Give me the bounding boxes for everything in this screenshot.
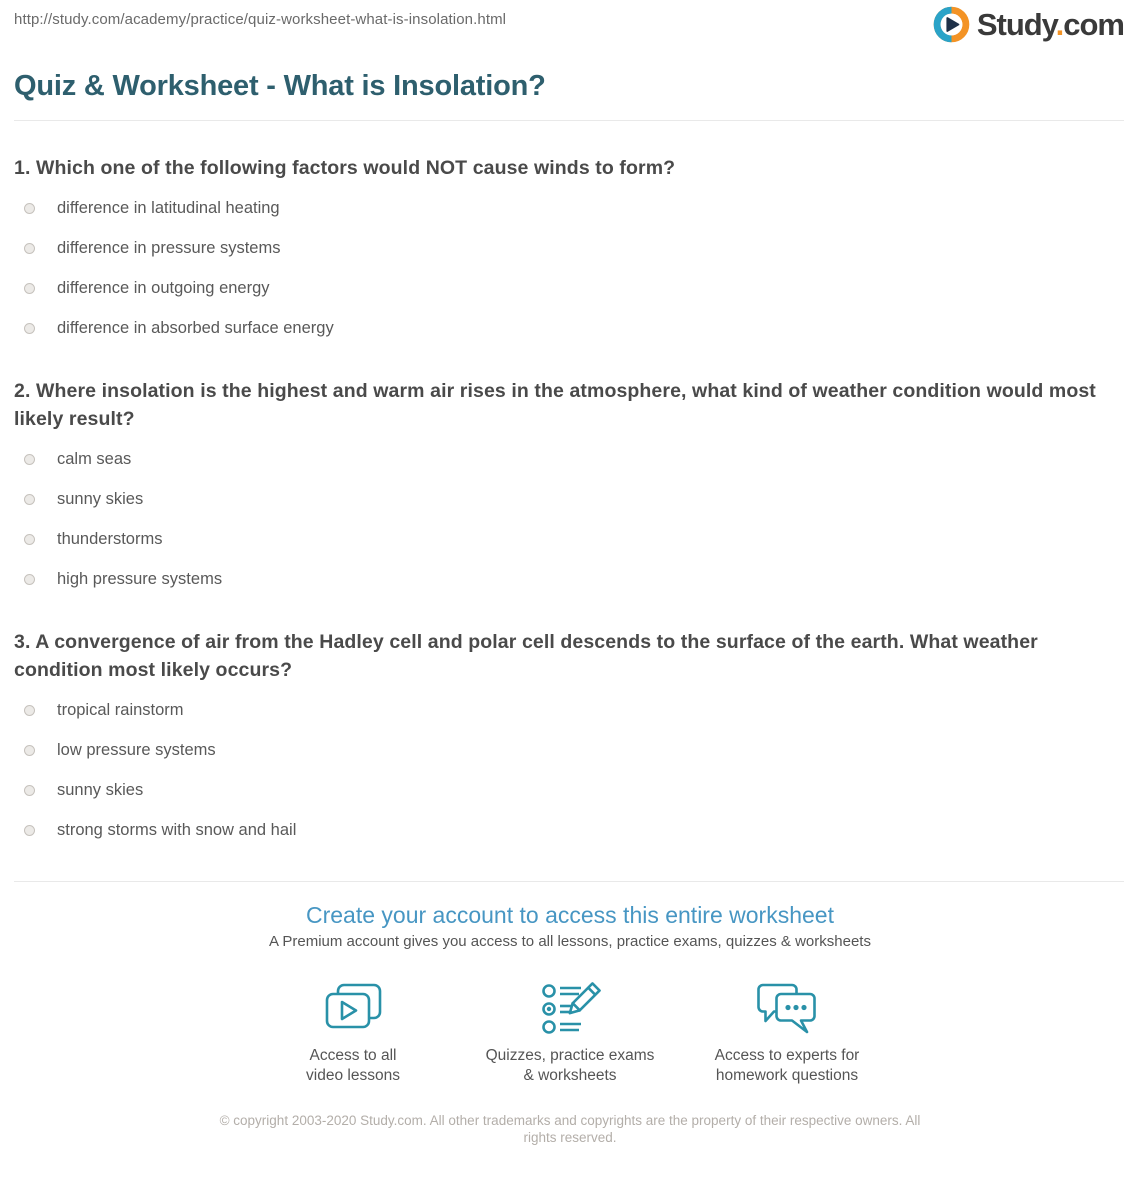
question-3-option-4[interactable] bbox=[14, 810, 1126, 850]
option-label: high pressure systems bbox=[57, 569, 223, 588]
option-label: difference in outgoing energy bbox=[57, 278, 270, 297]
option-label: tropical rainstorm bbox=[57, 700, 184, 719]
study-logo[interactable] bbox=[933, 6, 1124, 43]
question-2-option-2[interactable] bbox=[14, 479, 1126, 519]
feature-list bbox=[0, 982, 1140, 1086]
option-label: strong storms with snow and hail bbox=[57, 820, 297, 839]
question-1-option-2[interactable] bbox=[14, 228, 1126, 268]
expert-chat-icon bbox=[755, 982, 819, 1038]
question-2-option-3[interactable] bbox=[14, 519, 1126, 559]
question-1 bbox=[14, 154, 1126, 348]
study-play-icon bbox=[933, 6, 970, 43]
video-lessons-icon bbox=[322, 982, 384, 1036]
radio-button[interactable] bbox=[24, 494, 35, 505]
copyright-notice: © copyright 2003-2020 Study.com. All other trademarks and copyrights are the property of their respective owners. All rights reserved. bbox=[219, 1113, 921, 1145]
option-label: calm seas bbox=[57, 449, 132, 468]
radio-button[interactable] bbox=[24, 745, 35, 756]
feature-label: Quizzes, practice exams & worksheets bbox=[485, 1047, 655, 1084]
option-label: difference in pressure systems bbox=[57, 238, 281, 257]
cta-subheading: A Premium account gives you access to all lessons, practice exams, quizzes & worksheets bbox=[269, 933, 871, 950]
option-label: low pressure systems bbox=[57, 740, 216, 759]
question-1-text: 1. Which one of the following factors would NOT cause winds to form? bbox=[14, 157, 676, 179]
radio-button[interactable] bbox=[24, 454, 35, 465]
feature-expert-help bbox=[687, 982, 887, 1086]
question-3-text: 3. A convergence of air from the Hadley cell and polar cell descends to the surface of the earth. What weather condition most likely occurs? bbox=[14, 631, 1038, 681]
radio-button[interactable] bbox=[24, 785, 35, 796]
option-label: difference in absorbed surface energy bbox=[57, 318, 334, 337]
quiz-body bbox=[14, 120, 1126, 850]
radio-button[interactable] bbox=[24, 534, 35, 545]
radio-button[interactable] bbox=[24, 825, 35, 836]
radio-button[interactable] bbox=[24, 574, 35, 585]
feature-label: Access to all video lessons bbox=[306, 1047, 400, 1084]
question-1-option-4[interactable] bbox=[14, 308, 1126, 348]
study-logo-text: Study.com bbox=[976, 7, 1124, 42]
radio-button[interactable] bbox=[24, 283, 35, 294]
option-label: thunderstorms bbox=[57, 529, 163, 548]
option-label: sunny skies bbox=[57, 780, 144, 799]
option-label: sunny skies bbox=[57, 489, 144, 508]
quizzes-worksheets-icon bbox=[539, 982, 601, 1038]
question-2-option-1[interactable] bbox=[14, 439, 1126, 479]
question-1-option-1[interactable] bbox=[14, 188, 1126, 228]
cta-divider bbox=[14, 881, 1124, 882]
cta-heading[interactable]: Create your account to access this entire worksheet bbox=[306, 902, 834, 928]
page-url: http://study.com/academy/practice/quiz-worksheet-what-is-insolation.html bbox=[14, 11, 507, 28]
radio-button[interactable] bbox=[24, 243, 35, 254]
radio-button[interactable] bbox=[24, 323, 35, 334]
page-title: Quiz & Worksheet - What is Insolation? bbox=[14, 70, 546, 102]
question-3 bbox=[14, 628, 1126, 850]
logo-dot: . bbox=[1055, 7, 1064, 42]
question-3-option-3[interactable] bbox=[14, 770, 1126, 810]
question-3-option-1[interactable] bbox=[14, 690, 1126, 730]
question-3-option-2[interactable] bbox=[14, 730, 1126, 770]
radio-button[interactable] bbox=[24, 203, 35, 214]
radio-button[interactable] bbox=[24, 705, 35, 716]
option-label: difference in latitudinal heating bbox=[57, 198, 280, 217]
question-2 bbox=[14, 377, 1126, 599]
question-1-option-3[interactable] bbox=[14, 268, 1126, 308]
feature-video-lessons bbox=[253, 982, 453, 1086]
feature-quizzes-worksheets bbox=[470, 982, 670, 1086]
question-2-text: 2. Where insolation is the highest and warm air rises in the atmosphere, what kind of weather condition would most likely result? bbox=[14, 380, 1096, 430]
question-2-option-4[interactable] bbox=[14, 559, 1126, 599]
feature-label: Access to experts for homework questions bbox=[714, 1047, 860, 1084]
